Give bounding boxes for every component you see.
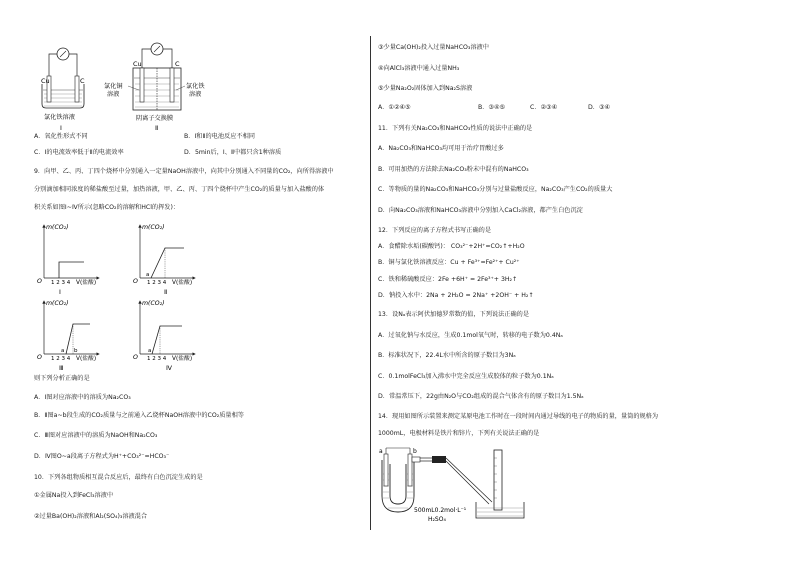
q13-option-d: D．常温常压下，22g由N₂O与CO₂组成的混合气体含有的原子数目为1.5Nₐ — [378, 393, 584, 400]
cell2-membrane-label: 阴离子交换膜 — [136, 115, 174, 122]
q13-stem: 13．设Nₐ表示阿伏加德罗常数的值，下列说法正确的是 — [378, 311, 530, 318]
q8-option-d: D．5min后，Ⅰ、Ⅱ中都只含1种溶质 — [184, 149, 282, 156]
q10-option-a: A．①②④⑤ — [378, 104, 411, 111]
cell2-label: Ⅱ — [155, 124, 159, 132]
graph2-origin: O — [133, 278, 138, 285]
graph3-point-b: b — [74, 348, 78, 354]
q10-option-c: C．②③④ — [530, 104, 558, 111]
q14-stem-line1: 14．现用如图所示装置来测定某原电池工作时在一段时间内通过导线的电子的物质的量，量筒的规格为 — [378, 413, 659, 420]
graph4-ticks: 1 2 3 4 — [147, 356, 167, 362]
cell2-left-electrode: Cu — [133, 60, 142, 68]
q8-cells-figure — [36, 40, 226, 132]
cell1-right-electrode: C — [80, 77, 85, 85]
q11-option-b: B．可用加热的方法除去Na₂CO₃粉末中混有的NaHCO₃ — [378, 166, 529, 173]
q13-option-c: C．0.1molFeCl₃加入沸水中完全反应生成胶体的粒子数为0.1Nₐ — [378, 373, 554, 380]
q12-option-b: B．铜与氯化铁溶液反应：Cu + Fe³⁺=Fe²⁺+ Cu²⁺ — [378, 259, 520, 266]
graph3-origin: O — [37, 354, 42, 361]
graph2-ylabel: m(CO₂) — [142, 224, 165, 231]
cell2-left-solution-line2: 溶液 — [107, 91, 120, 98]
q9-stem-line3: 积关系如图Ⅰ~Ⅳ所示(忽略CO₂的溶解和HCl的挥发)： — [34, 204, 180, 211]
cell-one — [41, 48, 85, 132]
q12-option-a: A．食醋除水垢(碳酸钙)： CO₃²⁻+2H⁺=CO₂↑+H₂O — [378, 243, 525, 250]
column-divider — [370, 36, 371, 530]
q12-option-d: D．钠投入水中：2Na + 2H₂O = 2Na⁺ +2OH⁻ + H₂↑ — [378, 292, 534, 299]
graph3-ylabel: m(CO₂) — [46, 300, 69, 307]
graph-one — [37, 224, 98, 296]
cell2-right-electrode: C — [175, 60, 180, 68]
q8-option-b: B．Ⅰ和Ⅱ的电池反应不相同 — [184, 133, 255, 140]
q9-option-b: B．Ⅱ图a~b段生成的CO₂质量与之前通入乙烧杯NaOH溶液中的CO₂质量相等 — [34, 412, 244, 419]
q12-stem: 12．下列反应的离子方程式书写正确的是 — [378, 227, 492, 234]
graph2-xlabel: V(盐酸) — [172, 280, 193, 286]
q11-stem: 11．下列有关Na₂CO₃和NaHCO₃性质的说法中正确的是 — [378, 125, 533, 132]
graph4-label: Ⅳ — [166, 364, 172, 370]
cell2-right-solution-line2: 溶液 — [189, 91, 202, 98]
q9-stem-line1: 9．向甲、乙、丙、丁四个烧杯中分别通入一定量NaOH溶液中，向其中分别通入不同量的CO₂，向所得溶液中 — [34, 168, 334, 175]
cell2-left-solution-line1: 氯化铜 — [104, 83, 123, 90]
q10-stem: 10．下列各组物质相互混合反应后，最终有白色沉淀生成的是 — [34, 474, 203, 481]
graph1-ticks: 1 2 3 4 — [51, 280, 71, 286]
solution-concentration-label: 500mL0.2mol·L⁻¹ — [414, 507, 467, 514]
q9-stem-line2: 分别滴加相同浓度的稀盐酸至过量，加热溶液，甲、乙、丙、丁四个烧杯中产生CO₂的质量与加入盐酸的体 — [34, 186, 325, 193]
graph2-ticks: 1 2 3 4 — [147, 280, 167, 286]
q14-apparatus-figure — [376, 444, 546, 524]
cell2-right-solution-line1: 氯化铁 — [186, 83, 205, 90]
graph-two — [133, 224, 194, 296]
graph2-label: Ⅱ — [164, 288, 168, 296]
q13-option-a: A．过氧化钠与水反应，生成0.1mol氧气时，转移的电子数为0.4Nₐ — [378, 332, 563, 339]
q9-graphs-figure — [32, 220, 222, 370]
q8-option-a: A．氧化性形式不同 — [34, 133, 88, 140]
q10-item-2: ②过量Ba(OH)₂溶液和Al₂(SO₄)₃溶液混合 — [34, 513, 148, 520]
q9-option-a: A．Ⅰ图对应溶液中的溶质为Na₂CO₃ — [34, 394, 131, 401]
electrode-a-label: a — [379, 448, 383, 455]
q11-option-c: C．等物质的量的Na₂CO₃和NaHCO₃分别与过量盐酸反应，Na₂CO₃产生CO₂的质量大 — [378, 186, 613, 193]
cell1-label: Ⅰ — [60, 124, 62, 132]
graph3-xlabel: V(盐酸) — [76, 356, 97, 362]
graph1-ylabel: m(CO₂) — [46, 224, 69, 231]
q11-option-a: A．Na₂CO₃和NaHCO₃均可用于治疗胃酸过多 — [378, 145, 504, 152]
graph1-origin: O — [37, 278, 42, 285]
graph3-point-a: a — [61, 348, 65, 354]
graph4-point-a: a — [148, 348, 152, 354]
graph-three — [37, 300, 98, 370]
graph1-label: Ⅰ — [59, 288, 61, 296]
graph4-xlabel: V(盐酸) — [172, 356, 193, 362]
q8-option-c: C．Ⅰ的电流效率低于Ⅱ的电流效率 — [34, 149, 124, 156]
cell-two — [104, 43, 205, 132]
graph2-point-a: a — [146, 272, 150, 278]
q14-stem-line2: 1000mL，电极材料是铁片和锌片，下列有关说法正确的是 — [378, 430, 540, 437]
q11-option-d: D．向Na₂CO₃溶液和NaHCO₃溶液中分别加入CaCl₂溶液，都产生白色沉淀 — [378, 207, 583, 214]
graph1-xlabel: V(盐酸) — [76, 280, 97, 286]
q9-question: 则下列分析正确的是 — [34, 375, 90, 382]
q9-option-c: C．Ⅲ图对应溶液中的溶质为NaOH和Na₂CO₃ — [34, 432, 158, 439]
electrode-b-label: b — [413, 448, 417, 455]
cell1-left-electrode: Cu — [41, 77, 50, 85]
solution-formula-label: H₂SO₄ — [428, 516, 446, 523]
q10-item-3: ③少量Ca(OH)₂投入过量NaHCO₃溶液中 — [378, 44, 489, 51]
q10-item-1: ①金属Na投入到FeCl₃溶液中 — [34, 492, 114, 499]
q10-option-d: D．③④ — [588, 104, 611, 111]
graph4-origin: O — [133, 354, 138, 361]
graph-four — [133, 300, 194, 370]
q10-option-b: B．③④⑤ — [478, 104, 506, 111]
cell1-solution-label: 氯化铁溶液 — [44, 114, 75, 121]
q10-item-5: ⑤少量Na₂O₂固体加入到Na₂S溶液 — [378, 85, 473, 92]
q13-option-b: B．标准状况下，22.4L水中所含的原子数目为3Nₐ — [378, 352, 516, 359]
q12-option-c: C．铁和稀硫酸反应：2Fe +6H⁺ = 2Fe³⁺+ 3H₂↑ — [378, 276, 518, 283]
q10-item-4: ④向AlCl₃溶液中通入过量NH₃ — [378, 65, 460, 72]
graph3-ticks: 1 2 3 4 — [51, 356, 71, 362]
graph4-ylabel: m(CO₂) — [142, 300, 165, 307]
q9-option-d: D．Ⅳ图O~a段离子方程式为H⁺+CO₃²⁻=HCO₃⁻ — [34, 453, 170, 460]
graph3-label: Ⅲ — [59, 364, 64, 370]
